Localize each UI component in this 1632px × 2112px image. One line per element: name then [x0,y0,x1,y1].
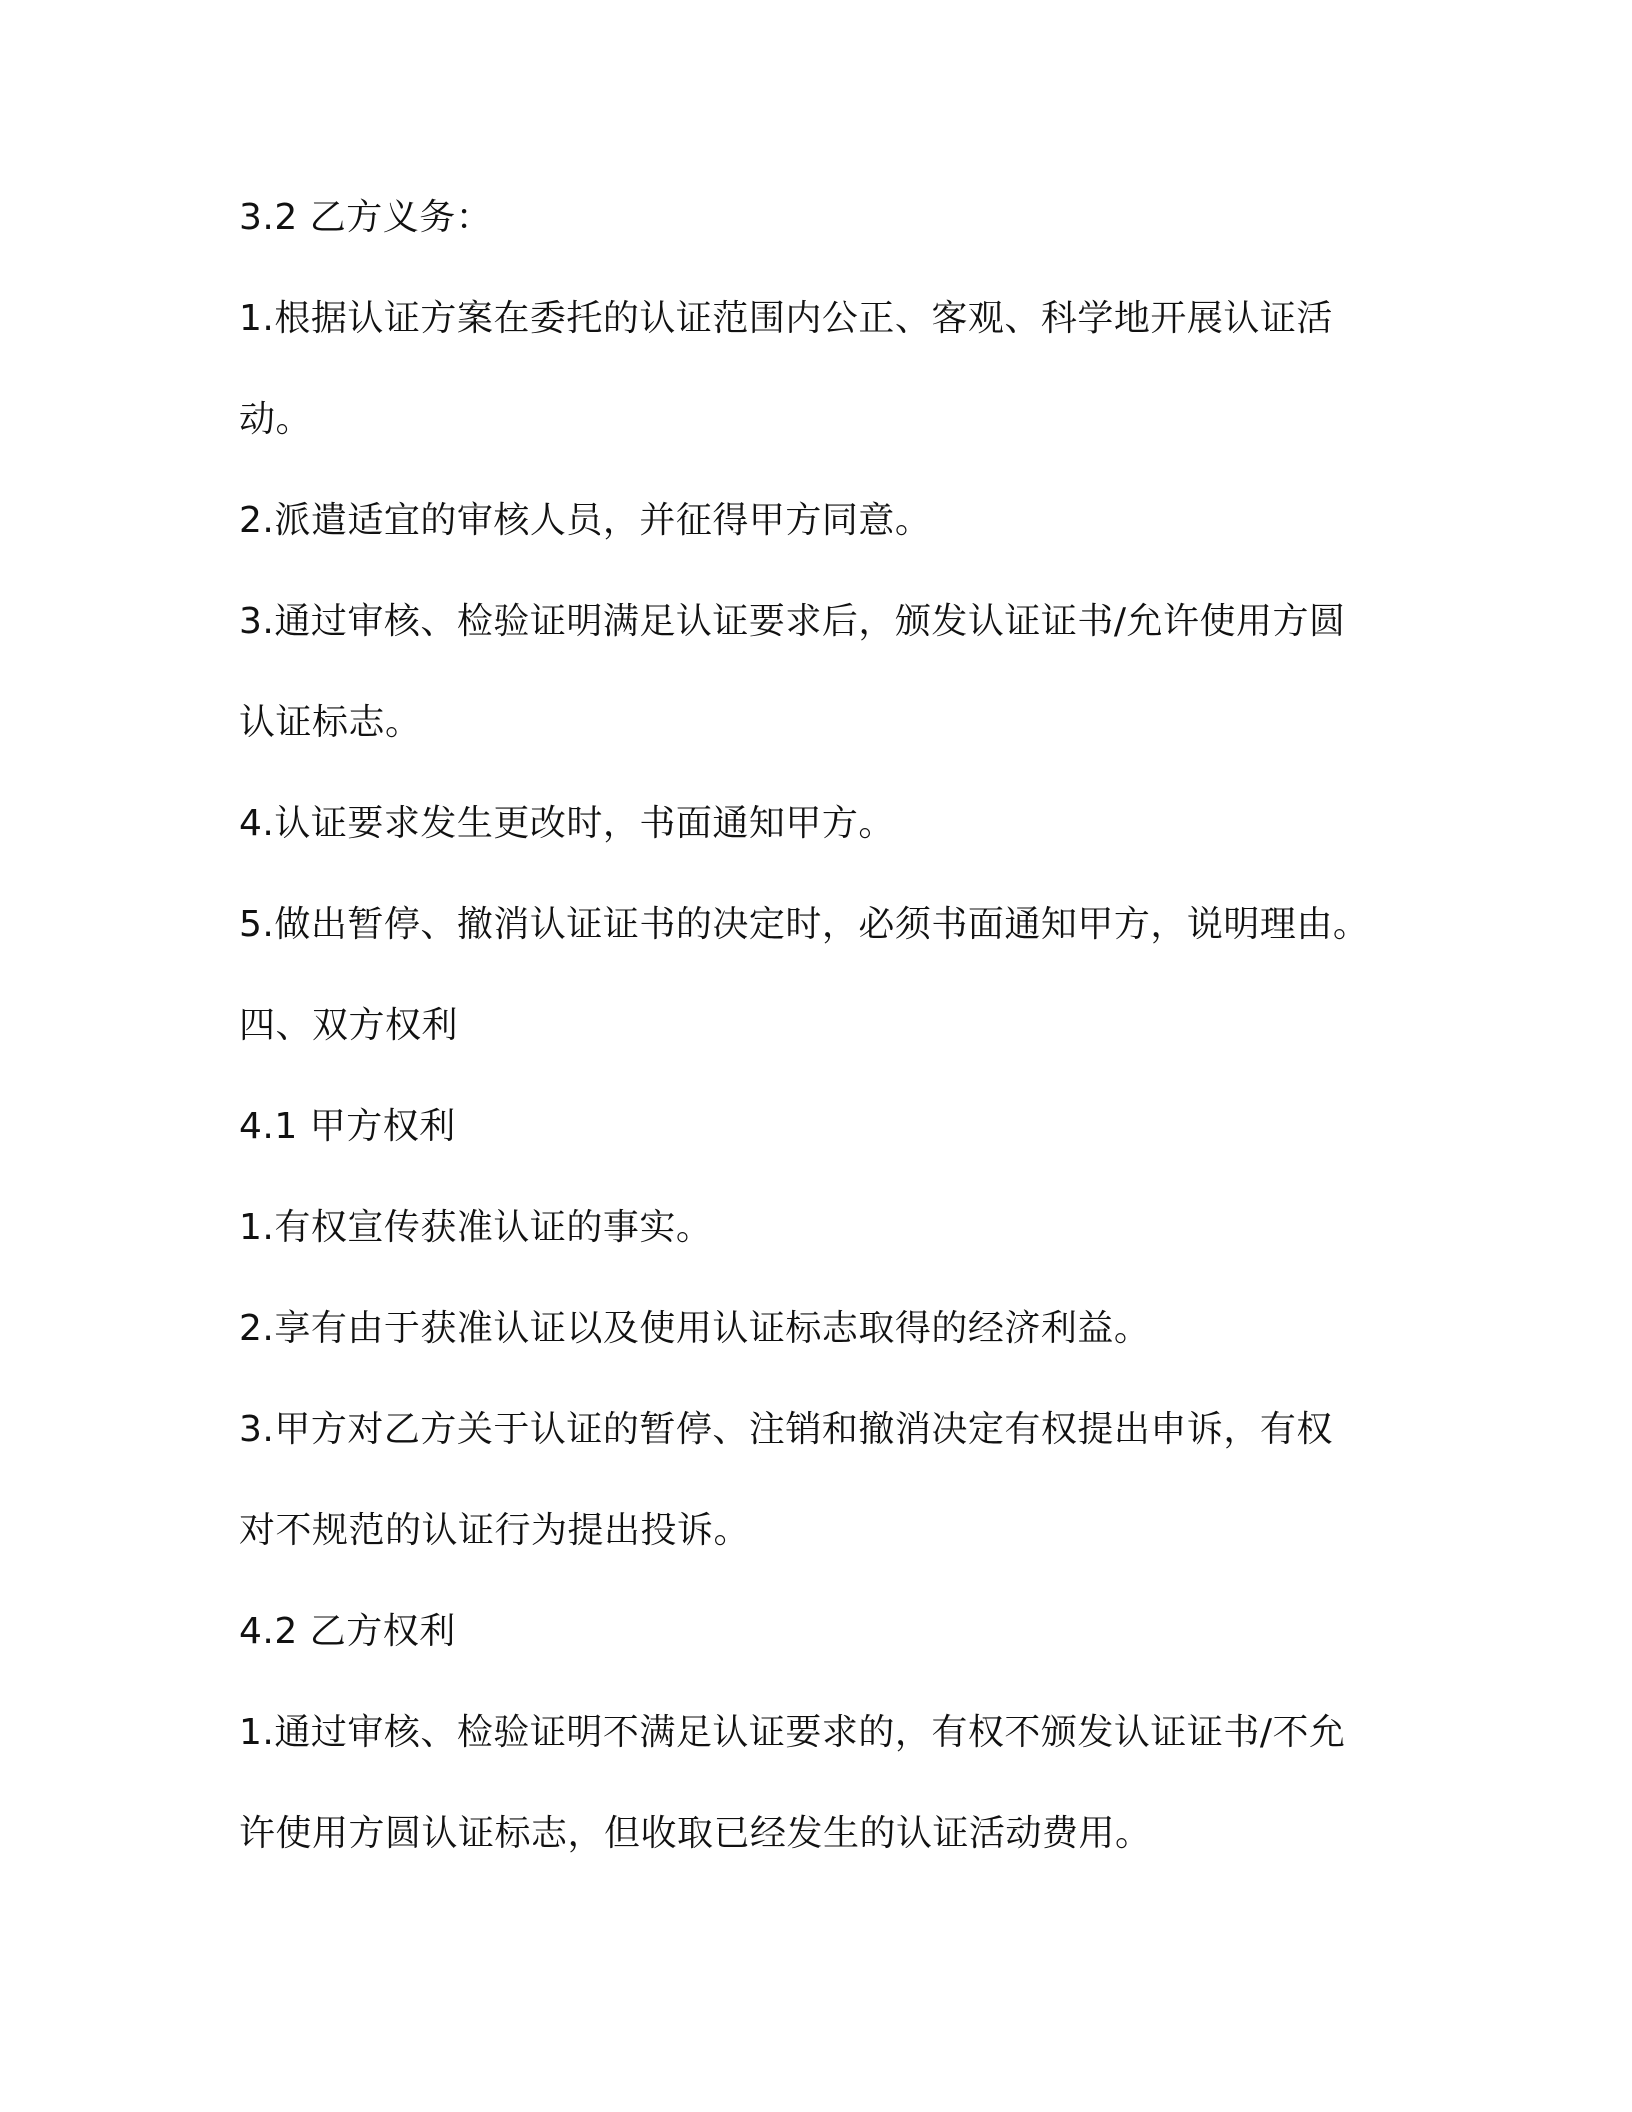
document-body [239,188,1389,1905]
paragraph-line: 5.做出暂停、撤消认证证书的决定时，必须书面通知甲方，说明理由。 [239,904,1370,945]
paragraph-line: 1.通过审核、检验证明不满足认证要求的，有权不颁发认证证书/不允 [239,1712,1346,1753]
paragraph-line: 4.认证要求发生更改时，书面通知甲方。 [239,803,895,844]
section-heading: 4.2 乙方权利 [239,1611,456,1652]
paragraph-line: 认证标志。 [239,702,422,743]
paragraph-line: 2.享有由于获准认证以及使用认证标志取得的经济利益。 [239,1308,1151,1349]
paragraph-line: 3.通过审核、检验证明满足认证要求后，颁发认证证书/允许使用方圆 [239,601,1346,642]
paragraph-line: 对不规范的认证行为提出投诉。 [239,1510,751,1551]
section-heading: 四、双方权利 [239,1005,459,1046]
paragraph-line: 2.派遣适宜的审核人员，并征得甲方同意。 [239,500,932,541]
paragraph-line: 1.根据认证方案在委托的认证范围内公正、客观、科学地开展认证活 [239,298,1333,339]
paragraph-line: 1.有权宣传获准认证的事实。 [239,1207,713,1248]
section-heading: 4.1 甲方权利 [239,1106,456,1147]
paragraph-line: 动。 [239,399,313,440]
section-heading: 3.2 乙方义务： [239,197,493,238]
paragraph-line: 3.甲方对乙方关于认证的暂停、注销和撤消决定有权提出申诉，有权 [239,1409,1333,1450]
paragraph-line: 许使用方圆认证标志，但收取已经发生的认证活动费用。 [239,1813,1152,1854]
